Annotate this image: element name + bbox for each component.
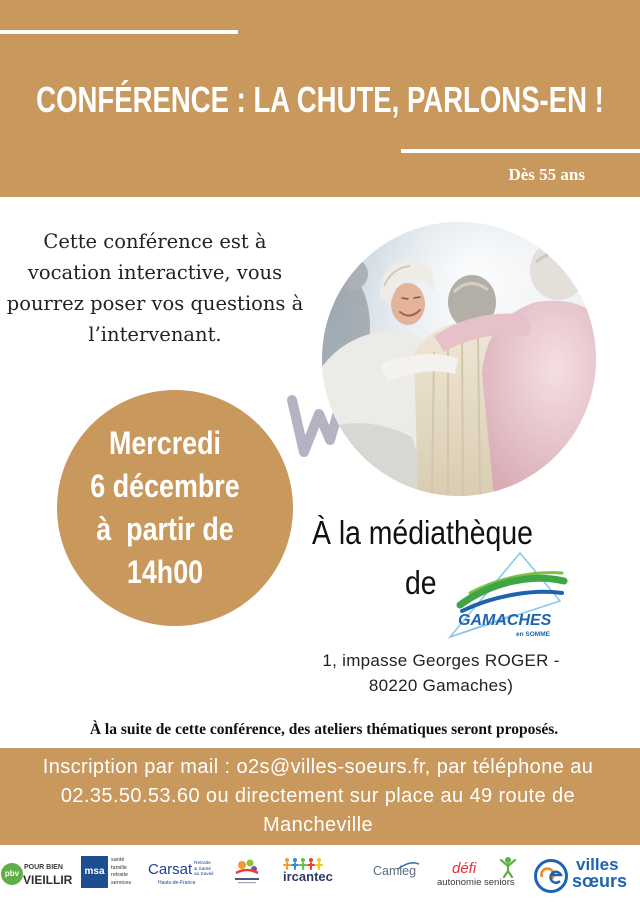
event-day: Mercredi xyxy=(108,425,222,461)
registration-line: Inscription par mail : o2s@villes-soeurs.fr, par téléphone au xyxy=(42,756,594,778)
carsat-tagline-line: Retraite xyxy=(194,861,211,866)
carsat-tagline-line: au travail xyxy=(194,872,214,878)
header-rule-right xyxy=(401,149,640,153)
villes-soeurs-logo-line2: sœurs xyxy=(572,871,628,891)
header-rule-left xyxy=(0,30,238,34)
msa-tagline-line: services xyxy=(111,879,132,886)
address-line: 80220 Gamaches) xyxy=(368,676,514,695)
venue-address xyxy=(300,648,582,698)
intro-line: pourrez poser vos questions à xyxy=(6,292,304,315)
intro-line: Cette conférence est à xyxy=(43,230,267,253)
intro-line: vocation interactive, vous xyxy=(27,261,283,284)
carsat-logo-tagline xyxy=(194,861,213,878)
camieg-logo-name: Camieg xyxy=(373,864,417,878)
villes-soeurs-ring-icon xyxy=(533,858,569,894)
seniors-photo xyxy=(322,222,596,496)
intro-paragraph xyxy=(0,226,310,350)
registration-info xyxy=(0,753,636,840)
gamaches-logo-sub: en SOMME xyxy=(516,631,550,638)
defi-logo-tagline: autonomie seniors xyxy=(437,877,515,888)
venue-de: de xyxy=(405,564,437,601)
audience-label: Dès 55 ans xyxy=(508,165,585,184)
event-time-prefix: à partir de xyxy=(96,511,234,547)
carsat-tagline-line: & Santé xyxy=(194,866,212,872)
msa-tagline-line: retraite xyxy=(111,872,129,878)
workshops-note: À la suite de cette conférence, des ateliers thématiques seront proposés. xyxy=(89,721,559,738)
registration-line: Mancheville xyxy=(262,814,373,836)
address-line: 1, impasse Georges ROGER - xyxy=(322,651,560,670)
villes-soeurs-logo-line1: villes xyxy=(576,855,619,874)
ircantec-logo-name: ircantec xyxy=(283,869,333,884)
carsat-logo-region: Hauts-de-France xyxy=(158,880,196,886)
gamaches-logo-name: GAMACHES xyxy=(458,612,552,629)
msa-tagline-line: santé xyxy=(111,857,125,863)
event-date-time xyxy=(45,422,285,594)
msa-logo-mark: msa xyxy=(81,856,108,888)
msa-logo-tagline xyxy=(111,857,131,887)
pbv-logo-line1: POUR BIEN xyxy=(24,864,63,871)
intro-line: l’intervenant. xyxy=(88,323,222,346)
venue-label: À la médiathèque xyxy=(312,514,533,551)
carsat-logo-name: Carsat xyxy=(148,861,193,878)
event-date: 6 décembre xyxy=(90,468,240,504)
msa-tagline-line: famille xyxy=(111,864,127,871)
gamaches-logo-icon xyxy=(440,545,570,645)
poster-title: CONFÉRENCE : LA CHUTE, PARLONS-EN ! xyxy=(36,79,604,120)
pbv-logo-badge: pbv xyxy=(1,863,23,885)
defi-logo-word: défi xyxy=(452,860,477,877)
event-time: 14h00 xyxy=(126,554,204,590)
partner-emblem-icon xyxy=(232,857,262,885)
registration-line: 02.35.50.53.60 ou directement sur place au 49 route de xyxy=(60,785,576,807)
defi-figure-icon xyxy=(498,856,518,878)
pbv-logo-line2: VIEILLIR xyxy=(23,873,73,887)
